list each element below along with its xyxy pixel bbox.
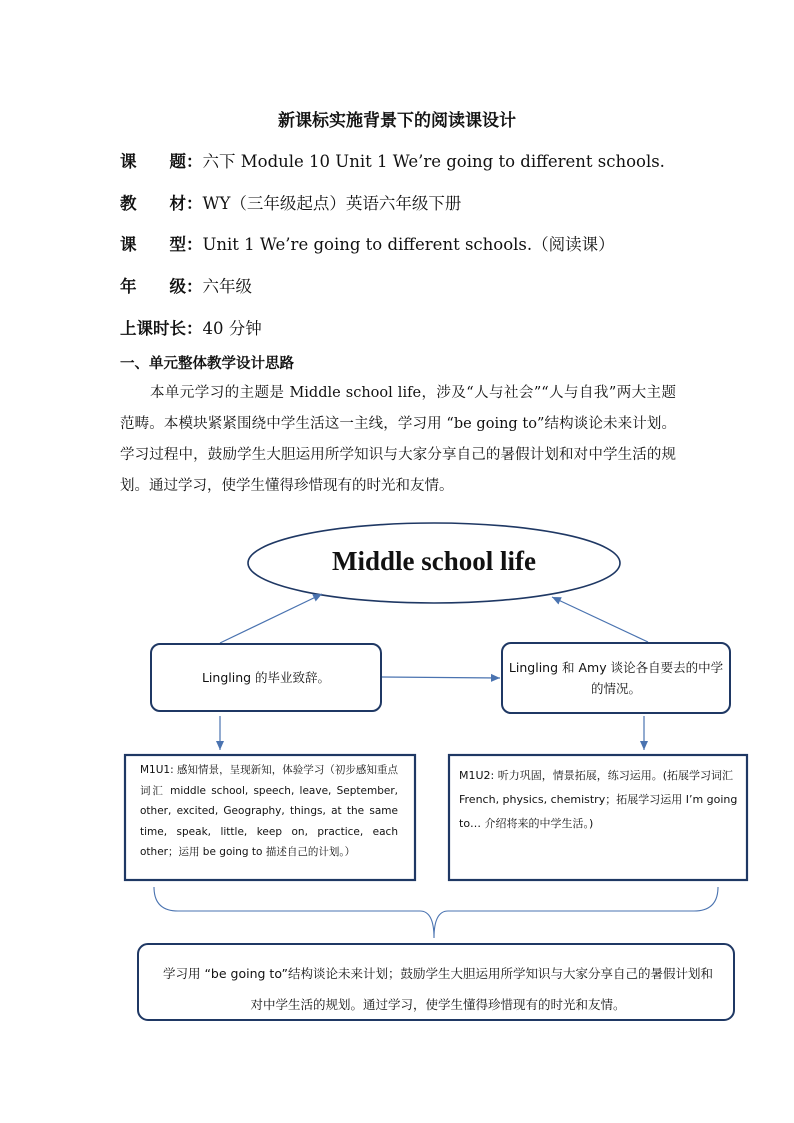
summary-text: 学习用 “be going to”结构谈论未来计划；鼓励学生大胆运用所学知识与大家分享自己的暑假计划和对中学生活的规划。通过学习，使学生懂得珍惜现有的时光和友情。 [162, 966, 713, 1012]
field-grade-label: 年 级： [120, 277, 203, 296]
field-type-label: 课 型： [120, 235, 203, 254]
field-type-value: Unit 1 We’re going to different schools.（阅读课） [202, 235, 615, 254]
section-heading: 一、单元整体教学设计思路 [120, 355, 294, 372]
brace [154, 887, 718, 938]
arrow-left-to-right [382, 677, 500, 678]
field-topic-value: 六下 Module 10 Unit 1 We’re going to different schools. [202, 152, 665, 171]
arrow-right-to-center [552, 597, 648, 642]
m1u2-text: M1U2: 听力巩固，情景拓展，练习运用。(拓展学习词汇 French, physics, chemistry；拓展学习运用 I’m going to… 介绍将来的中学生活。) [459, 769, 738, 830]
center-node-text: Middle school life [332, 545, 536, 576]
field-duration-label: 上课时长： [120, 319, 203, 338]
section-paragraph: 本单元学习的主题是 Middle school life，涉及“人与社会”“人与自我”两大主题范畴。本模块紧紧围绕中学生活这一主线，学习用 “be going to”结构谈论未来计划。学习过程中，鼓励学生大胆运用所学知识与大家分享自己的暑假计划和对中学生活的规划。通过学习，使学生懂得珍惜现有的时光和友情。 [120, 385, 676, 494]
field-material-value: WY（三年级起点）英语六年级下册 [202, 194, 462, 213]
m1u1-text: M1U1: 感知情景，呈现新知，体验学习（初步感知重点词汇 middle school, speech, leave, September, other, excited, Geography, things, at the same time, speak, little, keep on, practice, each other；运用 be going to 描述自己的计划。） [140, 764, 398, 858]
field-duration-value: 40 分钟 [202, 319, 262, 338]
arrow-left-to-center [220, 594, 322, 643]
right-node-text: Lingling 和 Amy 谈论各自要去的中学的情况。 [508, 660, 724, 696]
field-grade-value: 六年级 [202, 277, 252, 296]
field-topic-label: 课 题： [120, 152, 203, 171]
field-material-label: 教 材： [120, 194, 203, 213]
document-title: 新课标实施背景下的阅读课设计 [278, 111, 516, 131]
left-node-text: Lingling 的毕业致辞。 [201, 670, 331, 685]
